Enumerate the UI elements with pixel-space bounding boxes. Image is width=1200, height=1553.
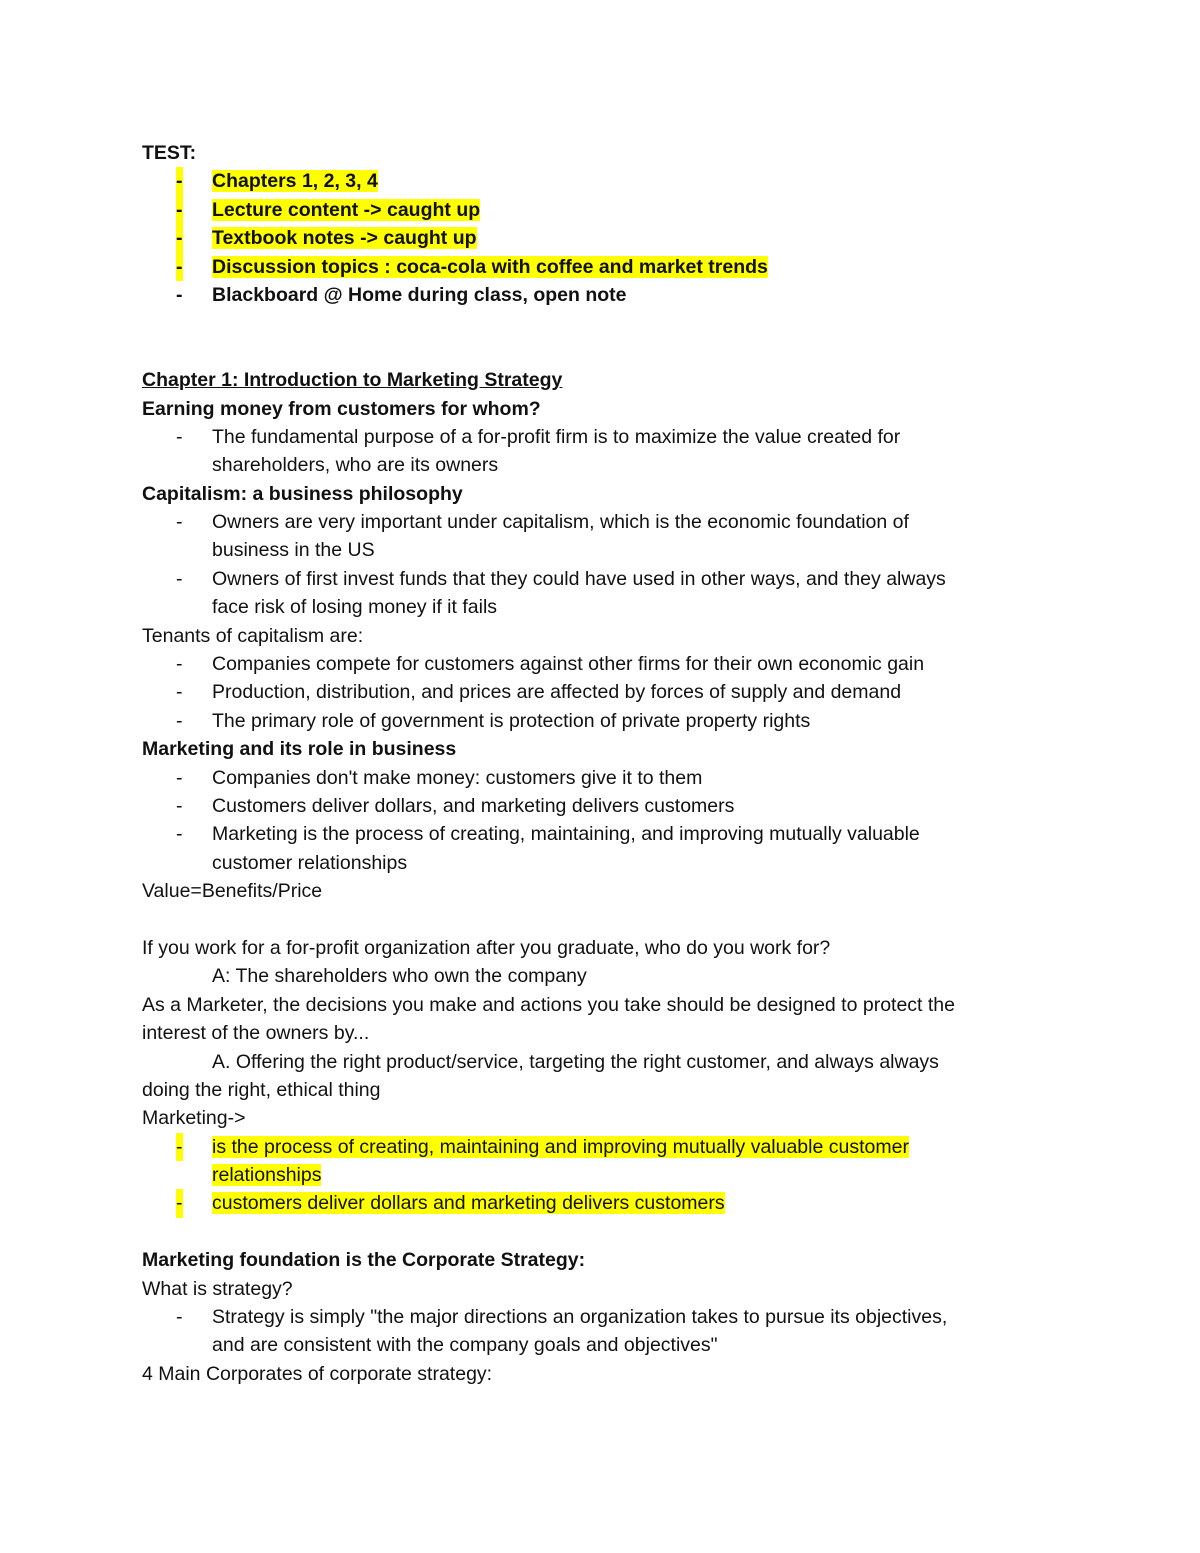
bullet-item (142, 678, 1062, 706)
bullet-text: Companies don't make money: customers give it to them (212, 766, 703, 789)
document-page (142, 139, 1062, 1388)
bullet-dash: - (176, 681, 183, 704)
bullet-dash: - (176, 1133, 183, 1161)
bullet-text: customer relationships (212, 851, 408, 874)
test-item-text: Lecture content -> caught up (212, 198, 481, 221)
body-text: What is strategy? (142, 1277, 293, 1300)
bullet-dash: - (176, 709, 183, 732)
bullet-text: shareholders, who are its owners (212, 454, 499, 477)
bullet-text: Marketing is the process of creating, maintaining, and improving mutually valuable (212, 823, 920, 846)
spacer (142, 906, 1062, 934)
spacer (142, 309, 1062, 366)
test-item-text: Blackboard @ Home during class, open note (212, 283, 627, 306)
bullet-text: Owners are very important under capitalism, which is the economic foundation of (212, 511, 909, 534)
bullet-dash: - (176, 253, 183, 281)
bullet-item (142, 764, 1062, 792)
question-text: interest of the owners by... (142, 1022, 370, 1045)
bullet-text: The fundamental purpose of a for-profit firm is to maximize the value created for (212, 425, 901, 448)
answer-text: A: The shareholders who own the company (212, 965, 587, 988)
bullet-dash: - (176, 1189, 183, 1217)
spacer (142, 1218, 1062, 1246)
highlighted-bullet-item (142, 1133, 1062, 1161)
body-text: 4 Main Corporates of corporate strategy: (142, 1362, 493, 1385)
bullet-item (142, 820, 1062, 848)
bullet-dash: - (176, 653, 183, 676)
bullet-text: customers deliver dollars and marketing delivers customers (212, 1192, 725, 1215)
test-item-text: Chapters 1, 2, 3, 4 (212, 170, 378, 193)
bullet-continuation (142, 593, 1062, 621)
highlighted-bullet-item (142, 1189, 1062, 1217)
bullet-dash: - (176, 823, 183, 846)
bullet-dash: - (176, 196, 183, 224)
bullet-item (142, 1303, 1062, 1331)
bullet-item (142, 565, 1062, 593)
test-item-text: Textbook notes -> caught up (212, 227, 477, 250)
bullet-text: Owners of first invest funds that they could have used in other ways, and they always (212, 567, 946, 590)
bullet-text: Companies compete for customers against other firms for their own economic gain (212, 653, 925, 676)
bullet-text: and are consistent with the company goals and objectives" (212, 1334, 718, 1357)
bullet-item (142, 423, 1062, 451)
answer-text: A. Offering the right product/service, targeting the right customer, and always always (212, 1050, 939, 1073)
bullet-text: face risk of losing money if it fails (212, 596, 498, 619)
bullet-dash: - (176, 425, 183, 448)
bullet-text: The primary role of government is protection of private property rights (212, 709, 811, 732)
bullet-continuation (142, 1331, 1062, 1359)
bullet-item (142, 792, 1062, 820)
bullet-continuation (142, 536, 1062, 564)
bullet-text: Production, distribution, and prices are affected by forces of supply and demand (212, 681, 902, 704)
bullet-item (142, 650, 1062, 678)
bullet-dash: - (176, 567, 183, 590)
bullet-continuation (142, 849, 1062, 877)
test-item-4 (142, 253, 1062, 281)
bullet-item (142, 707, 1062, 735)
bullet-dash: - (176, 167, 183, 195)
section-heading: Earning money from customers for whom? (142, 397, 541, 420)
bullet-dash: - (176, 511, 183, 534)
bullet-dash: - (176, 766, 183, 789)
bullet-dash: - (176, 1306, 183, 1329)
bullet-text: Strategy is simply "the major directions an organization takes to pursue its objectives, (212, 1306, 948, 1329)
bullet-text: relationships (212, 1164, 322, 1187)
bullet-item (142, 508, 1062, 536)
answer-text: doing the right, ethical thing (142, 1078, 381, 1101)
bullet-continuation (142, 451, 1062, 479)
body-text: Tenants of capitalism are: (142, 624, 364, 647)
bullet-dash: - (176, 795, 183, 817)
test-item-2 (142, 196, 1062, 224)
test-heading: TEST: (142, 142, 197, 164)
highlighted-bullet-continuation (142, 1161, 1062, 1189)
chapter-title: Chapter 1: Introduction to Marketing Strategy (142, 369, 563, 392)
section-heading: Capitalism: a business philosophy (142, 482, 463, 505)
bullet-text: business in the US (212, 539, 375, 562)
test-item-5 (142, 281, 1062, 309)
bullet-text: is the process of creating, maintaining and improving mutually valuable customer (212, 1135, 909, 1158)
bullet-dash: - (176, 283, 183, 306)
test-item-1 (142, 167, 1062, 195)
section-heading: Marketing and its role in business (142, 738, 457, 761)
bullet-dash: - (176, 224, 183, 252)
test-item-text: Discussion topics : coca-cola with coffee and market trends (212, 255, 768, 278)
test-item-3 (142, 224, 1062, 252)
question-text: If you work for a for-profit organization after you graduate, who do you work for? (142, 936, 831, 959)
question-text: As a Marketer, the decisions you make and actions you take should be designed to protect the (142, 993, 955, 1016)
body-text: Marketing-> (142, 1107, 246, 1130)
section-heading: Marketing foundation is the Corporate Strategy: (142, 1249, 586, 1272)
bullet-text: Customers deliver dollars, and marketing delivers customers (212, 795, 735, 817)
value-formula: Value=Benefits/Price (142, 880, 323, 903)
